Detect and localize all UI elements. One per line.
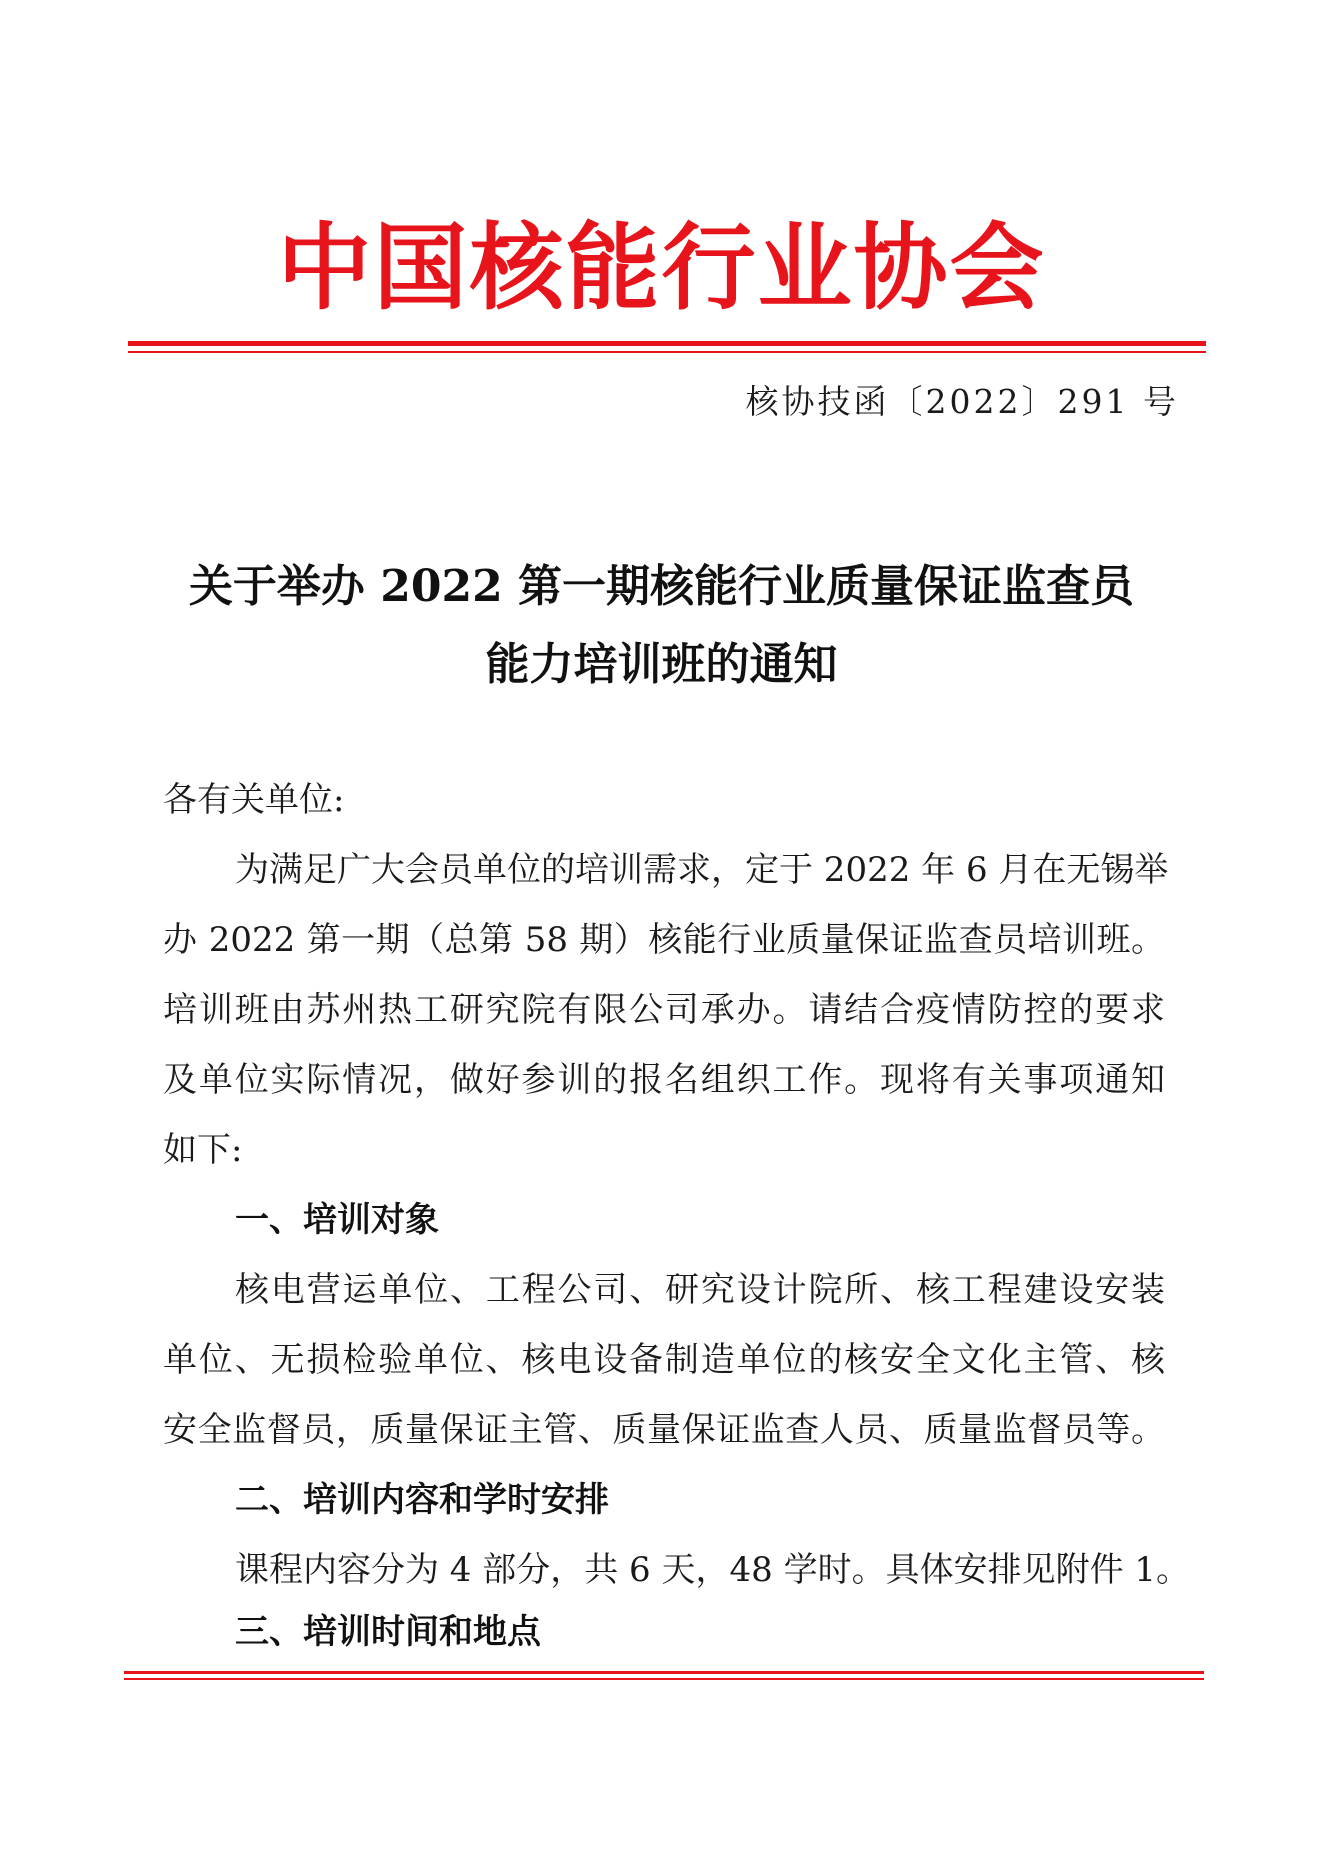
document-number: 核协技函〔2022〕291 号 [745, 382, 1179, 421]
section2-line: 课程内容分为 4 部分，共 6 天，48 学时。具体安排见附件 1。 [235, 1550, 1191, 1590]
salutation: 各有关单位: [163, 780, 345, 820]
intro-line: 办 2022 第一期（总第 58 期）核能行业质量保证监查员培训班。 [163, 920, 1165, 960]
title-line-2: 能力培训班的通知 [485, 639, 838, 690]
intro-line: 培训班由苏州热工研究院有限公司承办。请结合疫情防控的要求 [163, 990, 1165, 1030]
section1-line: 单位、无损检验单位、核电设备制造单位的核安全文化主管、核 [163, 1340, 1165, 1380]
section1-line: 核电营运单位、工程公司、研究设计院所、核工程建设安装 [235, 1270, 1165, 1310]
intro-line: 及单位实际情况，做好参训的报名组织工作。现将有关事项通知 [163, 1060, 1165, 1100]
section-heading-3: 三、培训时间和地点 [235, 1612, 541, 1652]
section-heading-1: 一、培训对象 [235, 1200, 439, 1240]
footer-rule-thin [124, 1678, 1204, 1680]
section1-line: 安全监督员，质量保证主管、质量保证监查人员、质量监督员等。 [163, 1410, 1165, 1450]
intro-line: 为满足广大会员单位的培训需求，定于 2022 年 6 月在无锡举 [235, 850, 1169, 890]
intro-line: 如下: [163, 1130, 243, 1170]
org-masthead: 中国核能行业协会 [277, 213, 1046, 323]
footer-rule-thick [124, 1671, 1204, 1674]
header-rule-thin [128, 351, 1206, 353]
section-heading-2: 二、培训内容和学时安排 [235, 1480, 609, 1520]
document-title [130, 548, 1193, 704]
title-line-1: 关于举办 2022 第一期核能行业质量保证监查员 [188, 561, 1135, 612]
header-rule-thick [128, 341, 1206, 346]
